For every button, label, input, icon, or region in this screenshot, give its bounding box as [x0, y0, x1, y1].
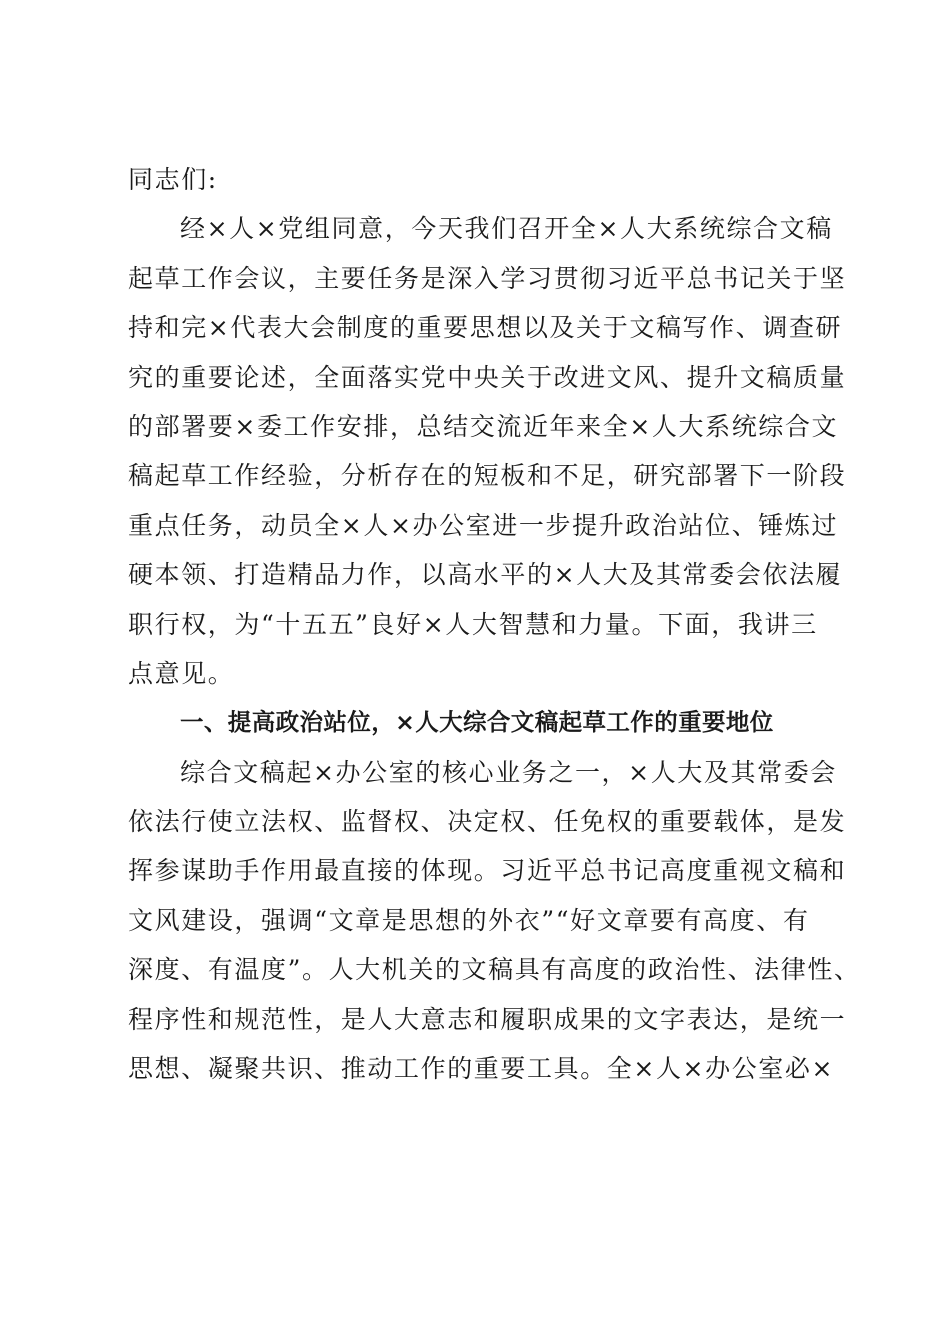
paragraph-2: [128, 748, 861, 1094]
paragraph-line: 重点任务，动员全×人×办公室进一步提升政治站位、锤炼过: [128, 510, 839, 540]
paragraph-line: 持和完×代表大会制度的重要思想以及关于文稿写作、调查研: [128, 313, 843, 343]
paragraph-line: 经×人×党组同意，今天我们召开全×人大系统综合文稿: [180, 214, 833, 244]
paragraph-line: 的部署要×委工作安排，总结交流近年来全×人大系统综合文: [128, 411, 839, 441]
section-heading: 一、提高政治站位，×人大综合文稿起草工作的重要地位: [180, 708, 774, 737]
paragraph-line: 起草工作会议，主要任务是深入学习贯彻习近平总书记关于坚: [128, 263, 847, 293]
paragraph-line: 点意见。: [128, 658, 235, 688]
document-body: [128, 155, 861, 1093]
paragraph-line: 程序性和规范性，是人大意志和履职成果的文字表达，是统一: [128, 1004, 847, 1034]
paragraph-line: 硬本领、打造精品力作，以高水平的×人大及其常委会依法履: [128, 560, 843, 590]
paragraph-1: [128, 204, 847, 698]
salutation: 同志们:: [128, 165, 218, 194]
paragraph-line: 深度、有温度”。人大机关的文稿具有高度的政治性、法律性、: [128, 955, 861, 985]
paragraph-line: 依法行使立法权、监督权、决定权、任免权的重要载体，是发: [128, 807, 847, 837]
paragraph-line: 文风建设，强调“文章是思想的外衣”“好文章要有高度、有: [128, 905, 810, 935]
paragraph-line: 稿起草工作经验，分析存在的短板和不足，研究部署下一阶段: [128, 461, 847, 491]
paragraph-line: 究的重要论述，全面落实党中央关于改进文风、提升文稿质量: [128, 362, 847, 392]
paragraph-line: 思想、凝聚共识、推动工作的重要工具。全×人×办公室必×: [128, 1054, 835, 1084]
paragraph-line: 综合文稿起×办公室的核心业务之一，×人大及其常委会: [180, 757, 837, 787]
paragraph-line: 职行权，为“十五五”良好×人大智慧和力量。下面，我讲三: [128, 609, 818, 639]
paragraph-line: 挥参谋助手作用最直接的体现。习近平总书记高度重视文稿和: [128, 856, 847, 886]
